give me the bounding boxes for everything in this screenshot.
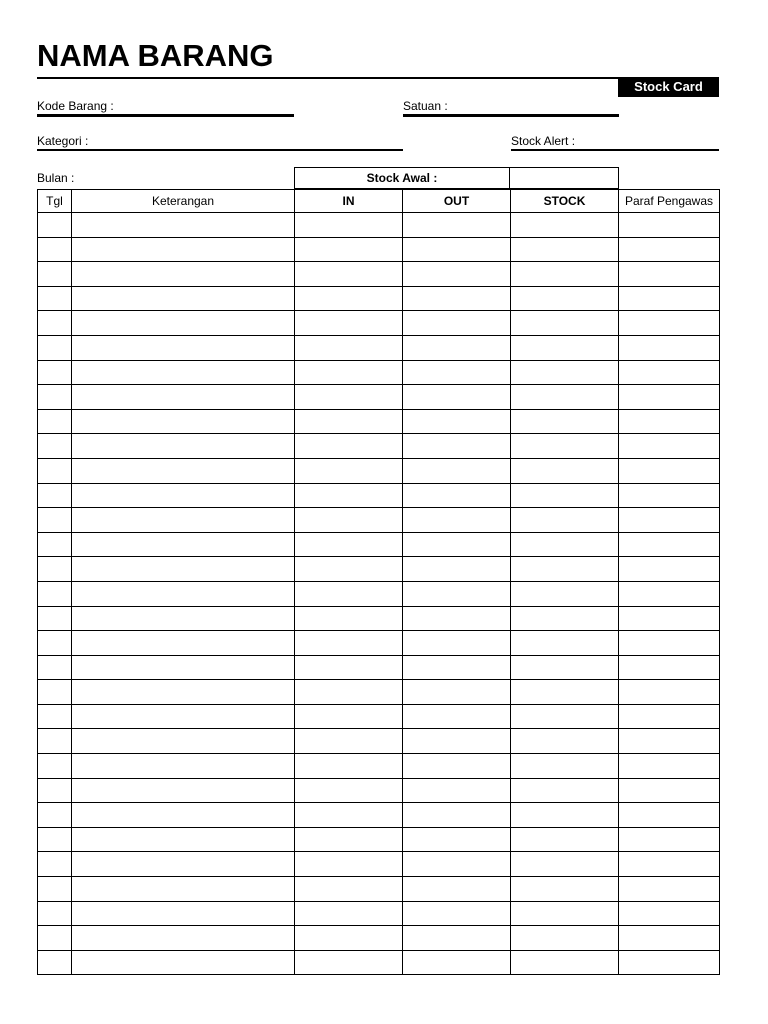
table-cell[interactable] [619,311,720,336]
table-row [38,729,720,754]
table-cell[interactable] [403,385,511,410]
table-cell[interactable] [72,827,295,852]
table-cell[interactable] [619,877,720,902]
table-row [38,877,720,902]
table-cell[interactable] [38,483,72,508]
column-header-stock: STOCK [511,190,619,213]
table-cell[interactable] [403,926,511,951]
table-cell[interactable] [295,286,403,311]
table-cell[interactable] [619,581,720,606]
table-cell[interactable] [295,729,403,754]
table-row [38,360,720,385]
table-cell[interactable] [72,508,295,533]
table-row [38,335,720,360]
table-cell[interactable] [295,803,403,828]
table-cell[interactable] [72,877,295,902]
table-cell[interactable] [619,803,720,828]
table-cell[interactable] [295,409,403,434]
table-row [38,581,720,606]
table-cell[interactable] [38,532,72,557]
table-cell[interactable] [72,286,295,311]
table-cell[interactable] [295,631,403,656]
table-cell[interactable] [38,434,72,459]
table-cell[interactable] [295,877,403,902]
table-cell[interactable] [72,385,295,410]
table-cell[interactable] [511,729,619,754]
table-cell[interactable] [619,926,720,951]
table-cell[interactable] [403,557,511,582]
table-cell[interactable] [295,311,403,336]
stock-awal-label: Stock Awal : [294,167,510,189]
table-cell[interactable] [38,409,72,434]
table-cell[interactable] [72,778,295,803]
table-cell[interactable] [72,213,295,238]
table-row [38,778,720,803]
table-cell[interactable] [72,458,295,483]
table-cell[interactable] [72,901,295,926]
table-cell[interactable] [295,926,403,951]
table-cell[interactable] [619,704,720,729]
page-title: NAMA BARANG [37,38,274,73]
table-cell[interactable] [295,557,403,582]
table-row [38,655,720,680]
table-row [38,409,720,434]
table-cell[interactable] [403,360,511,385]
table-cell[interactable] [403,581,511,606]
table-cell[interactable] [38,803,72,828]
table-cell[interactable] [72,532,295,557]
table-row [38,754,720,779]
table-cell[interactable] [403,852,511,877]
table-cell[interactable] [403,434,511,459]
table-cell[interactable] [72,360,295,385]
table-cell[interactable] [295,483,403,508]
table-cell[interactable] [511,950,619,975]
table-cell[interactable] [72,803,295,828]
table-cell[interactable] [295,606,403,631]
table-cell[interactable] [295,778,403,803]
table-cell[interactable] [619,680,720,705]
table-cell[interactable] [403,458,511,483]
table-cell[interactable] [511,581,619,606]
table-cell[interactable] [619,827,720,852]
table-cell[interactable] [38,213,72,238]
table-cell[interactable] [403,729,511,754]
table-cell[interactable] [403,409,511,434]
table-cell[interactable] [295,434,403,459]
table-row [38,434,720,459]
table-cell[interactable] [72,557,295,582]
table-cell[interactable] [295,655,403,680]
column-header-paraf-pengawas: Paraf Pengawas [619,190,720,213]
table-cell[interactable] [511,237,619,262]
table-cell[interactable] [295,360,403,385]
table-cell[interactable] [619,606,720,631]
table-cell[interactable] [38,926,72,951]
table-cell[interactable] [295,950,403,975]
table-row [38,827,720,852]
table-cell[interactable] [619,434,720,459]
table-cell[interactable] [295,508,403,533]
table-cell[interactable] [511,311,619,336]
table-cell[interactable] [403,778,511,803]
table-cell[interactable] [511,754,619,779]
kode-barang-label: Kode Barang : [37,99,114,113]
table-cell[interactable] [295,754,403,779]
table-cell[interactable] [38,360,72,385]
table-cell[interactable] [619,385,720,410]
table-cell[interactable] [511,286,619,311]
table-cell[interactable] [619,213,720,238]
table-cell[interactable] [403,950,511,975]
table-cell[interactable] [511,458,619,483]
table-cell[interactable] [38,778,72,803]
table-cell[interactable] [295,704,403,729]
table-cell[interactable] [38,286,72,311]
table-row [38,237,720,262]
table-cell[interactable] [38,729,72,754]
table-cell[interactable] [511,557,619,582]
table-cell[interactable] [38,754,72,779]
table-cell[interactable] [72,926,295,951]
table-cell[interactable] [38,557,72,582]
table-cell[interactable] [403,508,511,533]
table-cell[interactable] [511,778,619,803]
table-cell[interactable] [511,852,619,877]
table-cell[interactable] [403,213,511,238]
stock-ledger-table [37,189,720,975]
table-cell[interactable] [403,827,511,852]
table-cell[interactable] [511,901,619,926]
table-cell[interactable] [619,483,720,508]
table-cell[interactable] [38,311,72,336]
table-cell[interactable] [511,680,619,705]
column-header-tgl: Tgl [38,190,72,213]
table-cell[interactable] [38,606,72,631]
table-cell[interactable] [511,704,619,729]
table-cell[interactable] [403,335,511,360]
table-row [38,508,720,533]
table-cell[interactable] [403,262,511,287]
table-row [38,311,720,336]
table-cell[interactable] [72,950,295,975]
kode-barang-line[interactable] [37,114,294,117]
table-cell[interactable] [403,704,511,729]
table-cell[interactable] [511,532,619,557]
table-cell[interactable] [403,237,511,262]
table-row [38,606,720,631]
table-header-row [38,190,720,213]
table-cell[interactable] [38,950,72,975]
table-cell[interactable] [511,508,619,533]
table-cell[interactable] [511,631,619,656]
table-cell[interactable] [403,631,511,656]
table-cell[interactable] [72,335,295,360]
table-cell[interactable] [295,335,403,360]
table-cell[interactable] [619,458,720,483]
table-cell[interactable] [619,754,720,779]
table-cell[interactable] [38,581,72,606]
table-cell[interactable] [511,335,619,360]
table-cell[interactable] [72,680,295,705]
table-cell[interactable] [511,827,619,852]
title-underline [37,77,719,79]
table-cell[interactable] [72,409,295,434]
kategori-label: Kategori : [37,134,89,148]
table-cell[interactable] [403,483,511,508]
table-cell[interactable] [295,385,403,410]
table-cell[interactable] [619,778,720,803]
table-cell[interactable] [511,409,619,434]
table-cell[interactable] [511,360,619,385]
table-cell[interactable] [295,901,403,926]
table-row [38,803,720,828]
table-cell[interactable] [38,704,72,729]
table-cell[interactable] [72,237,295,262]
table-cell[interactable] [511,434,619,459]
table-cell[interactable] [511,926,619,951]
table-cell[interactable] [38,237,72,262]
bulan-label: Bulan : [37,171,75,185]
stock-alert-line[interactable] [511,149,719,151]
table-cell[interactable] [295,581,403,606]
table-row [38,901,720,926]
table-cell[interactable] [38,458,72,483]
table-cell[interactable] [38,335,72,360]
table-cell[interactable] [38,877,72,902]
table-cell[interactable] [295,852,403,877]
table-cell[interactable] [72,729,295,754]
table-row [38,483,720,508]
table-cell[interactable] [403,803,511,828]
stock-awal-value-box[interactable] [510,167,619,189]
column-header-in: IN [295,190,403,213]
table-cell[interactable] [403,311,511,336]
table-cell[interactable] [619,286,720,311]
table-cell[interactable] [403,680,511,705]
table-cell[interactable] [72,311,295,336]
table-row [38,680,720,705]
table-cell[interactable] [295,213,403,238]
table-cell[interactable] [403,901,511,926]
kategori-line[interactable] [37,149,403,151]
table-row [38,458,720,483]
table-cell[interactable] [295,680,403,705]
table-row [38,631,720,656]
table-cell[interactable] [619,237,720,262]
table-row [38,262,720,287]
table-cell[interactable] [511,877,619,902]
table-row [38,213,720,238]
table-row [38,704,720,729]
table-cell[interactable] [295,532,403,557]
table-cell[interactable] [72,852,295,877]
table-row [38,950,720,975]
table-cell[interactable] [619,852,720,877]
table-cell[interactable] [72,262,295,287]
table-cell[interactable] [619,557,720,582]
table-body [38,213,720,975]
table-cell[interactable] [619,950,720,975]
table-cell[interactable] [619,508,720,533]
column-header-out: OUT [403,190,511,213]
table-cell[interactable] [619,409,720,434]
table-cell[interactable] [403,754,511,779]
table-cell[interactable] [72,483,295,508]
table-cell[interactable] [619,655,720,680]
table-cell[interactable] [403,655,511,680]
table-row [38,532,720,557]
table-cell[interactable] [619,729,720,754]
table-cell[interactable] [619,901,720,926]
table-cell[interactable] [72,704,295,729]
table-cell[interactable] [619,631,720,656]
table-cell[interactable] [511,655,619,680]
table-cell[interactable] [38,631,72,656]
table-cell[interactable] [38,262,72,287]
table-cell[interactable] [295,827,403,852]
table-row [38,385,720,410]
table-cell[interactable] [511,213,619,238]
satuan-label: Satuan : [403,99,448,113]
stock-alert-label: Stock Alert : [511,134,576,148]
table-cell[interactable] [72,434,295,459]
table-cell[interactable] [511,385,619,410]
table-cell[interactable] [38,655,72,680]
table-cell[interactable] [511,803,619,828]
table-cell[interactable] [72,606,295,631]
table-cell[interactable] [72,631,295,656]
table-cell[interactable] [619,262,720,287]
table-cell[interactable] [511,483,619,508]
table-row [38,557,720,582]
column-header-keterangan: Keterangan [72,190,295,213]
table-cell[interactable] [38,827,72,852]
table-cell[interactable] [295,262,403,287]
table-cell[interactable] [72,581,295,606]
table-row [38,286,720,311]
table-cell[interactable] [38,901,72,926]
table-cell[interactable] [403,606,511,631]
table-cell[interactable] [72,655,295,680]
table-cell[interactable] [511,606,619,631]
table-cell[interactable] [38,508,72,533]
table-cell[interactable] [403,286,511,311]
satuan-line[interactable] [403,114,619,117]
table-cell[interactable] [619,532,720,557]
table-cell[interactable] [295,237,403,262]
table-cell[interactable] [403,532,511,557]
table-cell[interactable] [295,458,403,483]
table-cell[interactable] [38,852,72,877]
table-cell[interactable] [38,680,72,705]
table-cell[interactable] [403,877,511,902]
table-row [38,926,720,951]
table-cell[interactable] [619,335,720,360]
table-cell[interactable] [38,385,72,410]
table-cell[interactable] [511,262,619,287]
stock-card-badge: Stock Card [618,77,719,97]
table-row [38,852,720,877]
table-cell[interactable] [72,754,295,779]
table-cell[interactable] [619,360,720,385]
